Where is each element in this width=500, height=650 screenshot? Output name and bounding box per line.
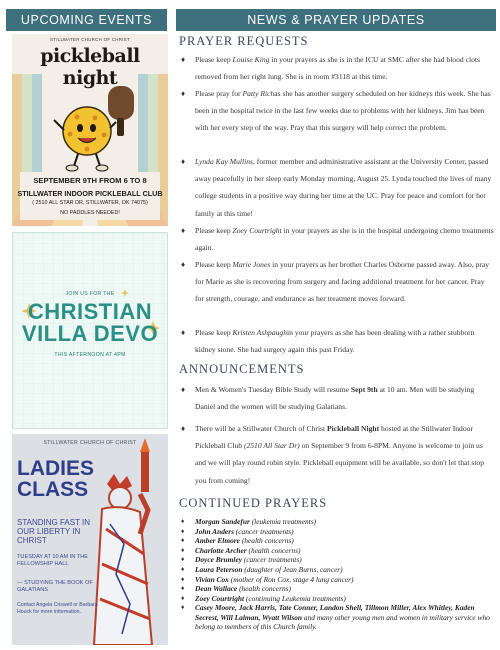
continued-prayer-name: Casey Moore, Jack Harris, Tate Conner, Landon Shell, Tillmon Miller, Alex Whitley, Kaden Secrest, Will Lalman, Wyatt Wilson [195,603,475,622]
announcement-bold: Sept 9th [350,385,378,394]
continued-prayer-item [195,565,495,575]
continued-prayer-note: (daughter of Jean Burns, cancer) [242,565,343,574]
prayer-item-post: in your prayers as she is in the ICU at SMC after she had blood clots removed from her right lung. She is in room #3118 at this time. [195,55,480,82]
bullet-icon: ♦ [181,157,186,166]
bullet-icon: ♦ [181,527,185,535]
continued-prayer-note: (leukemia treatments) [249,517,317,526]
ladies-title-line1: LADIES [17,457,95,480]
continued-prayer-name: Zoey Courtright [195,593,245,603]
bullet-icon: ♦ [181,260,186,269]
prayer-item-name: Louise King [232,55,270,64]
continued-prayer-item [195,527,495,537]
prayer-item-name: Zoey Courtright [232,226,282,235]
continued-prayer-item [195,603,495,632]
continued-prayer-note: and many other young men and women in military service who belong to members of this Church family. [195,612,490,632]
bullet-icon: ♦ [181,556,185,564]
continued-prayer-note: (health concerns) [246,545,301,555]
bullet-icon: ♦ [181,226,186,235]
continued-prayer-name: Charlotte Archer [195,545,247,555]
bullet-icon: ♦ [181,546,185,554]
prayer-item [195,51,495,85]
prayer-item-post: in your prayers as her brother Charles Osborne passed away. Also, pray for Marie as she is recovering from surgery and facing additional treatment for her cancer. Pray for strength, courage, and endurance as her treatment moves forward. [195,260,490,304]
announcement-text: on September 9 from 6-8PM. Anyone is welcome to join us and we will play round robin style. Pickleball equipment will be available, so don't let that stop you from coming! [195,441,485,485]
bullet-icon: ♦ [181,328,186,337]
announcement-text: at 10 am. Men will be studying Daniel and the women will be studying Galatians. [195,385,475,412]
ladies-subtitle: STANDING FAST IN OUR LIBERTY IN CHRIST [17,518,91,545]
bullet-icon: ♦ [181,604,185,612]
continued-prayer-name: John Anders [195,526,234,536]
ladies-class-flyer [12,434,168,645]
bullet-icon: ♦ [181,385,186,394]
prayer-item-pre: Please keep [195,328,233,337]
upcoming-events-header: UPCOMING EVENTS [6,9,167,31]
bullet-icon: ♦ [181,566,185,573]
paddle-icon [108,86,134,136]
pickleball-title: pickleball night [40,45,140,89]
continued-prayer-name: Laura Peterson [195,565,243,574]
ladies-church-name: STILLWATER CHURCH OF CHRIST [43,440,137,446]
continued-prayer-item [195,555,495,565]
continued-prayer-name: Vivian Cox [195,574,229,584]
ladies-contact: Contact Angela Criswell or Barbara Houck for more information. [17,602,98,615]
villa-title [13,301,167,345]
ladies-title-line2: CLASS [17,478,89,501]
bullet-icon: ♦ [181,575,185,583]
pickleball-character-icon [54,107,116,171]
ladies-when: TUESDAY AT 10 AM IN THE FELLOWSHIP HALL [17,554,88,567]
prayer-item-pre: Please pray for [195,89,243,98]
pickleball-address: ( 2510 ALL STAR DR, STILLWATER, OK 74075) [32,200,148,206]
prayer-item-name: Patty Rich [242,89,275,98]
continued-prayer-item [195,594,495,604]
continued-prayer-item [195,575,495,585]
villa-title-line2: VILLA DEVO [21,321,159,346]
announcement-item [195,381,495,415]
bullet-icon: ♦ [181,424,186,433]
continued-prayer-note: (health concerns) [237,584,291,594]
continued-prayer-item [195,517,495,527]
prayer-item-post: in your prayers as she has been dealing with a rather stubborn kidney stone. She had surgery again this past Friday. [195,328,475,355]
continued-prayer-note: (cancer treatments) [242,555,302,565]
villa-time: THIS AFTERNOON AT 4PM [54,352,126,358]
announcement-text: hosted at the Stillwater Indoor Pickleball Club [195,424,473,451]
ladies-study: — STUDYING THE BOOK OF GALATIANS [17,580,93,593]
ladies-title [17,458,97,500]
continued-prayer-item [195,546,495,556]
news-prayer-header: NEWS & PRAYER UPDATES [176,9,496,31]
continued-prayer-name: Dean Wallace [195,584,238,594]
continued-prayer-note: (mother of Ron Cox, stage 4 lung cancer) [228,574,354,584]
prayer-item-post: as she has another surgery scheduled on her kidneys this week. She has been in the hospital twice in the last few weeks due to problems with her kidneys. Jim has been with her every step of the way. Pray that this surgery will help correct the problem. [195,89,491,133]
announcement-text: Men & Women's Tuesday Bible Study will resume [195,385,351,394]
announcements-heading: ANNOUNCEMENTS [179,362,305,376]
continued-prayer-name: Morgan Sandefur [195,517,250,526]
prayer-item [195,222,495,256]
pickleball-night-flyer [12,34,168,226]
prayer-item [195,256,495,308]
prayer-item-pre: Please keep [195,226,233,235]
pickleball-church-name: STILLWATER CHURCH OF CHRIST [50,37,130,42]
prayer-item-name: Marie Jones [232,260,271,269]
announcement-text: There will be a Stillwater Church of Christ [195,424,328,433]
announcement-italic: (2510 All Star Dr) [243,441,300,451]
bullet-icon: ♦ [181,537,185,545]
bullet-icon: ♦ [181,594,185,602]
continued-prayer-note: (continuing Leukemia treatments) [244,593,346,603]
pickleball-date: SEPTEMBER 9TH FROM 6 TO 8 [33,176,147,185]
prayer-item [195,153,495,222]
continued-prayer-name: Doyce Brumley [195,555,242,565]
pickleball-note: NO PADDLES NEEDED! [60,210,120,216]
prayer-item-pre: Please keep [195,55,233,64]
villa-join-text: JOIN US FOR THE [65,291,115,297]
bullet-icon: ♦ [181,89,186,98]
prayer-item [195,324,495,358]
continued-prayer-note: (health concerns) [239,536,294,546]
continued-prayer-item [195,536,495,546]
bullet-icon: ♦ [181,585,185,593]
prayer-requests-heading: PRAYER REQUESTS [179,34,309,48]
announcement-bold: Pickleball Night [327,424,380,433]
prayer-item-pre: Please keep [195,260,233,269]
villa-title-line1: CHRISTIAN [27,299,153,324]
bullet-icon: ♦ [181,518,185,525]
continued-prayer-name: Amber Elmore [195,536,240,546]
statue-of-liberty-icon [94,438,152,645]
bullet-icon: ♦ [181,55,186,64]
prayer-item [195,85,495,137]
pickleball-club: STILLWATER INDOOR PICKLEBALL CLUB [17,189,163,198]
continued-prayer-item [195,584,495,594]
continued-prayers-heading: CONTINUED PRAYERS [179,496,328,510]
prayer-item-name: Kristen Ashpaugh [232,328,288,337]
prayer-item-name: Lynda Kay Mullins [195,157,253,166]
announcement-item [195,420,495,489]
prayer-item-post: , former member and administrative assistant at the University Center, passed away peacefully in her sleep early Monday morning, August 25. Lynda touched the lives of many college students in a positive way during her time at the UC. Pray for peace and comfort for her family at this time! [195,157,492,218]
continued-prayer-note: (cancer treatments) [233,526,294,536]
prayer-item-post: in your prayers as she is in the hospital undergoing chemo treatments again. [195,226,494,253]
villa-devo-flyer [12,232,168,429]
